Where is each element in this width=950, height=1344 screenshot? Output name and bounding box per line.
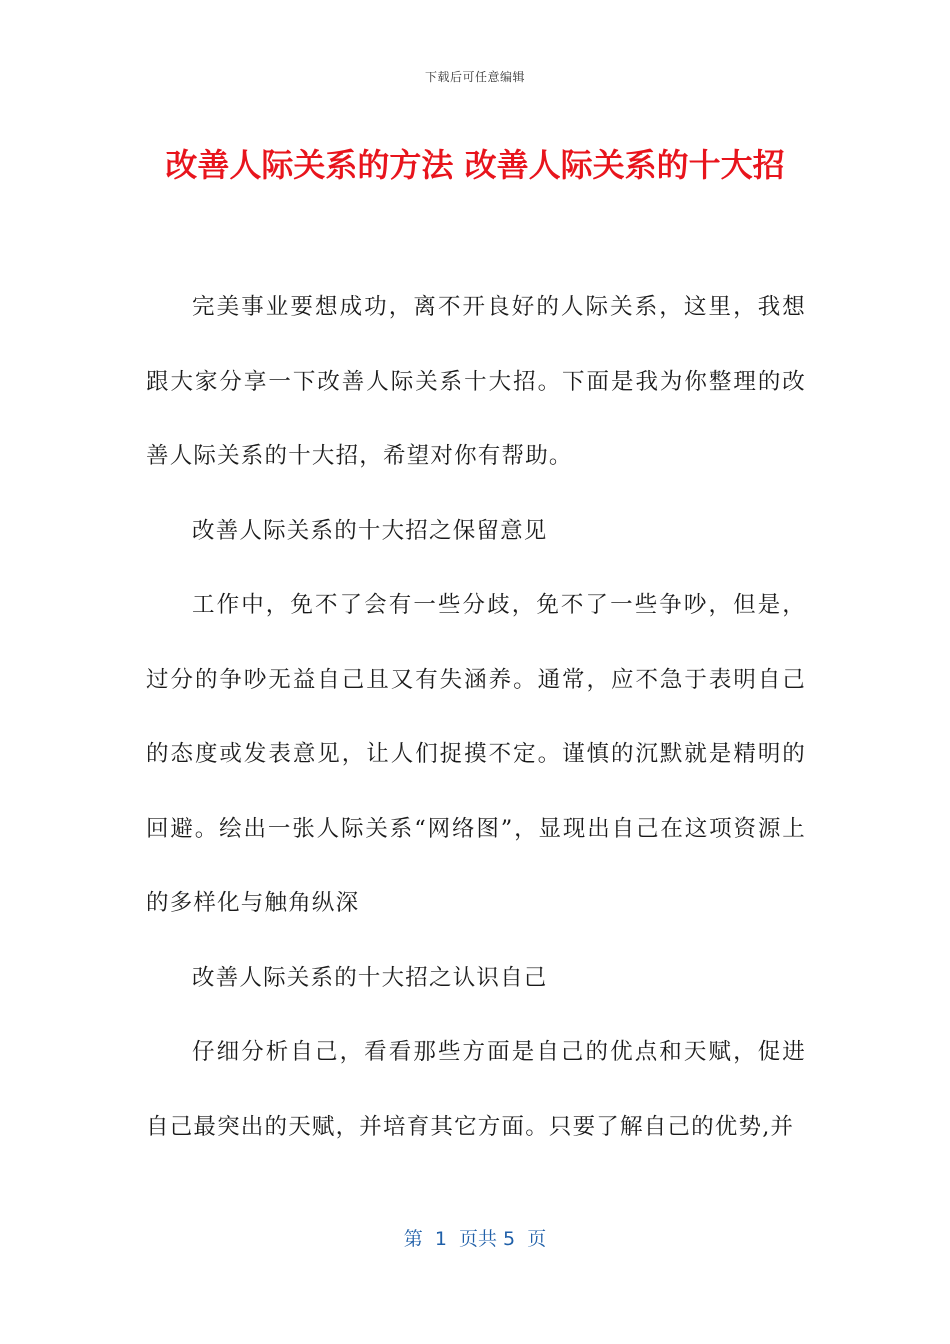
header-note: 下载后可任意编辑 <box>424 70 525 84</box>
paragraph-section-1: 工作中，免不了会有一些分歧，免不了一些争吵，但是，过分的争吵无益自己且又有失涵养。通常，应不急于表明自己的态度或发表意见，让人们捉摸不定。谨慎的沉默就是精明的回避。绘出一张人际关系“网络图”，显现出自己在这项资源上的多样化与触角纵深 <box>146 592 806 916</box>
document-body <box>146 270 806 1164</box>
paragraph-section-2: 仔细分析自己，看看那些方面是自己的优点和天赋，促进自己最突出的天赋，并培育其它方面。只要了解自己的优势,并 <box>146 1039 806 1140</box>
section-heading-2: 改善人际关系的十大招之认识自己 <box>192 964 548 991</box>
section-heading-1: 改善人际关系的十大招之保留意见 <box>192 517 548 544</box>
page-footer: 第 1 页共 5 页 <box>403 1228 547 1250</box>
document-title: 改善人际关系的方法 改善人际关系的十大招 <box>165 146 785 184</box>
paragraph-intro: 完美事业要想成功，离不开良好的人际关系，这里，我想跟大家分享一下改善人际关系十大招。下面是我为你整理的改善人际关系的十大招，希望对你有帮助。 <box>146 294 806 469</box>
